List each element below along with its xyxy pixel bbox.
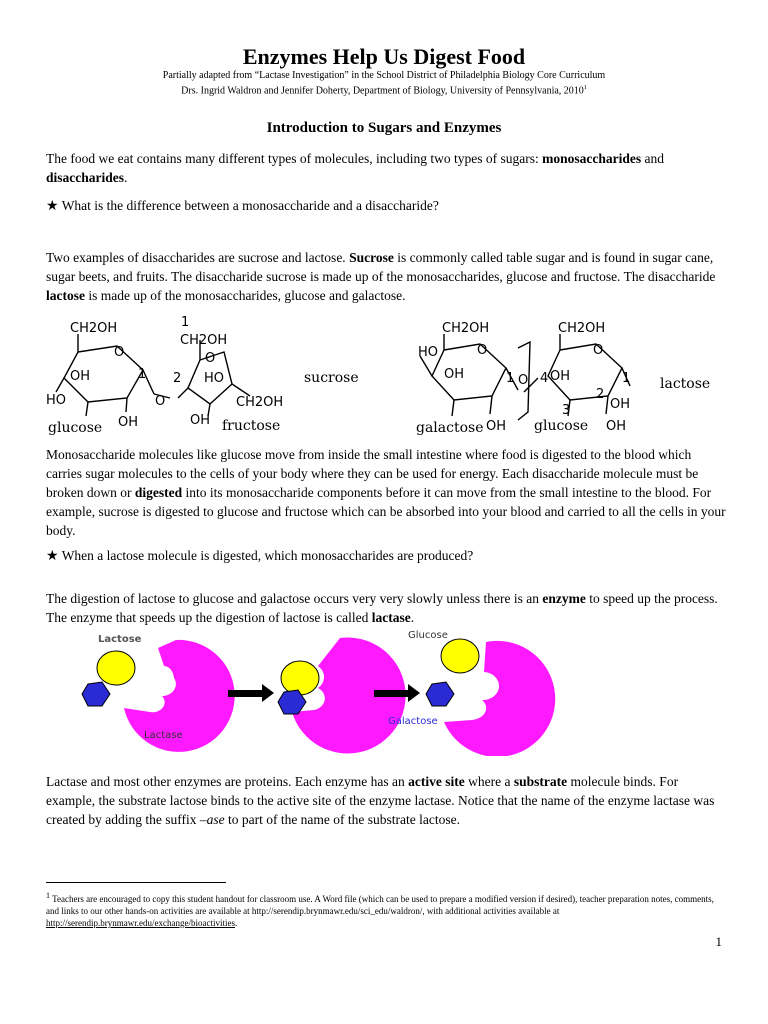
label-oh: OH: [610, 397, 631, 412]
glucose-molecule: [441, 639, 479, 673]
footnote-text: Teachers are encouraged to copy this student handout for classroom use. A Word file (which can be used to prepare a modified version if desired), teacher preparation notes, comments, and links to our other hands-on activities are available at http://serendip.brynmawr.edu/sci_edu/waldron/, with additional activities available at: [46, 894, 714, 916]
question-text: What is the difference between a monosaccharide and a disaccharide?: [58, 198, 439, 213]
label-carbon-1: 1: [181, 315, 190, 330]
paragraph-sugars: [46, 149, 726, 187]
star-icon: ★: [46, 199, 59, 214]
label-glucose: Glucose: [408, 630, 448, 641]
label-ho: HO: [418, 345, 439, 360]
paragraph-active-site: [46, 772, 726, 829]
arrow-icon: [228, 684, 274, 702]
text: molecule binds. For example, the substrate lactose binds to the active site of the enzyme lactase. Notice that the name of the enzyme lactase was created by adding the suffix –: [46, 774, 715, 827]
text: and: [641, 151, 664, 166]
label-lactose: Lactose: [98, 634, 142, 645]
label-ch2oh: CH2OH: [442, 321, 490, 336]
text: is commonly called table sugar and is found in sugar cane, sugar beets, and fruits. The disaccharide sucrose is made up of the monosaccharides, glucose and fructose. The disaccharide: [46, 250, 716, 284]
sugar-structures-diagram: [40, 312, 730, 438]
text: is made up of the monosaccharides, glucose and galactose.: [84, 288, 406, 303]
label-fructose: fructose: [222, 418, 281, 434]
label-carbon-3: 3: [562, 403, 571, 418]
label-oh: OH: [606, 419, 627, 434]
glucose-molecule: [97, 651, 135, 685]
label-oh: OH: [190, 413, 211, 428]
footnote-divider: [46, 882, 226, 883]
text: to part of the name of the substrate lactose.: [224, 812, 460, 827]
label-glucose: glucose: [534, 418, 589, 434]
page-title: Enzymes Help Us Digest Food: [242, 44, 526, 69]
suffix-ase: ase: [206, 812, 225, 827]
label-oh: OH: [444, 367, 465, 382]
paragraph-disaccharides: [46, 248, 726, 305]
text: where a: [464, 774, 514, 789]
text: to speed up the process. The enzyme that speeds up the digestion of lactose is called: [46, 591, 718, 625]
label-carbon-1: 1: [622, 371, 631, 386]
label-oh: OH: [486, 419, 507, 434]
term-lactase: lactase: [371, 610, 411, 625]
galactose-molecule: [426, 682, 454, 706]
label-ho: HO: [204, 371, 225, 386]
label-ring-o: O: [593, 343, 604, 358]
label-ch2oh: CH2OH: [236, 395, 284, 410]
step-3-released: [426, 639, 555, 756]
text: into its monosaccharide components before it can move from the small intestine to the blood. For example, sucrose is digested to glucose and fructose which can be absorbed into your blood and carried to all the cells in your body.: [46, 485, 726, 538]
footnote: [46, 890, 726, 929]
term-active-site: active site: [408, 774, 465, 789]
question-text: When a lactose molecule is digested, which monosaccharides are produced?: [58, 548, 474, 563]
term-sucrose: Sucrose: [349, 250, 394, 265]
footnote-link[interactable]: http://serendip.brynmawr.edu/exchange/bioactivities: [46, 918, 235, 928]
label-carbon-2: 2: [596, 387, 605, 402]
label-carbon-1: 1: [138, 367, 147, 382]
text: The digestion of lactose to glucose and galactose occurs very very slowly unless there is an: [46, 591, 543, 606]
paragraph-digestion: [46, 445, 726, 540]
glucose-molecule: [281, 661, 319, 695]
label-oh: OH: [70, 369, 91, 384]
section-heading: Introduction to Sugars and Enzymes: [266, 120, 502, 136]
label-bridge-o: O: [155, 394, 166, 409]
label-ring-o: O: [477, 343, 488, 358]
term-substrate: substrate: [513, 774, 568, 789]
label-carbon-1: 1: [506, 371, 515, 386]
subtitle-authors-text: Drs. Ingrid Waldron and Jennifer Doherty, Department of Biology, University of Pennsylvania, 2010: [181, 85, 584, 97]
text: Monosaccharide molecules like glucose move from inside the small intestine where food is digested to the blood which carries sugar molecules to the cells of your body where they can be used for energy. Each disaccharide molecule must be broken down or: [46, 447, 699, 500]
subtitle-authors: [0, 82, 768, 97]
label-ch2oh: CH2OH: [70, 321, 118, 336]
text: Lactase and most other enzymes are proteins. Each enzyme has an: [46, 774, 409, 789]
label-carbon-2: 2: [173, 371, 182, 386]
label-galactose: galactose: [416, 420, 484, 436]
footnote-text: .: [234, 918, 238, 928]
label-lactase: Lactase: [144, 730, 183, 741]
label-oh: OH: [118, 415, 139, 430]
label-sucrose: sucrose: [304, 370, 359, 386]
subtitle-source: Partially adapted from “Lactase Investigation” in the School District of Philadelphia Biology Core Curriculum: [162, 70, 606, 81]
question-2: [46, 546, 726, 566]
label-ring-o: O: [114, 345, 125, 360]
label-ho: HO: [46, 393, 67, 408]
term-enzyme: enzyme: [542, 591, 586, 606]
lactase-figure: [78, 626, 558, 756]
label-ch2oh: CH2OH: [180, 333, 228, 348]
page-number: 1: [715, 934, 722, 949]
footnote-mark: 1: [46, 891, 50, 900]
label-galactose: Galactose: [388, 716, 438, 727]
question-1: [46, 196, 726, 216]
text: .: [124, 170, 128, 185]
label-bridge-o: O: [518, 373, 529, 388]
text: The food we eat contains many different types of molecules, including two types of sugars:: [46, 151, 543, 166]
text: .: [410, 610, 415, 625]
paragraph-enzyme: [46, 589, 726, 627]
label-ch2oh: CH2OH: [558, 321, 606, 336]
footnote-ref: 1: [583, 85, 587, 91]
term-lactose: lactose: [46, 288, 85, 303]
term-monosaccharides: monosaccharides: [542, 151, 642, 166]
label-ring-o: O: [205, 351, 216, 366]
star-icon: ★: [46, 549, 59, 564]
label-carbon-4: 4: [540, 371, 549, 386]
label-oh: OH: [550, 369, 571, 384]
galactose-molecule: [82, 682, 110, 706]
text: Two examples of disaccharides are sucrose and lactose.: [46, 250, 350, 265]
term-digested: digested: [134, 485, 183, 500]
label-lactose: lactose: [660, 376, 711, 392]
term-disaccharides: disaccharides: [46, 170, 125, 185]
label-glucose: glucose: [48, 420, 103, 436]
